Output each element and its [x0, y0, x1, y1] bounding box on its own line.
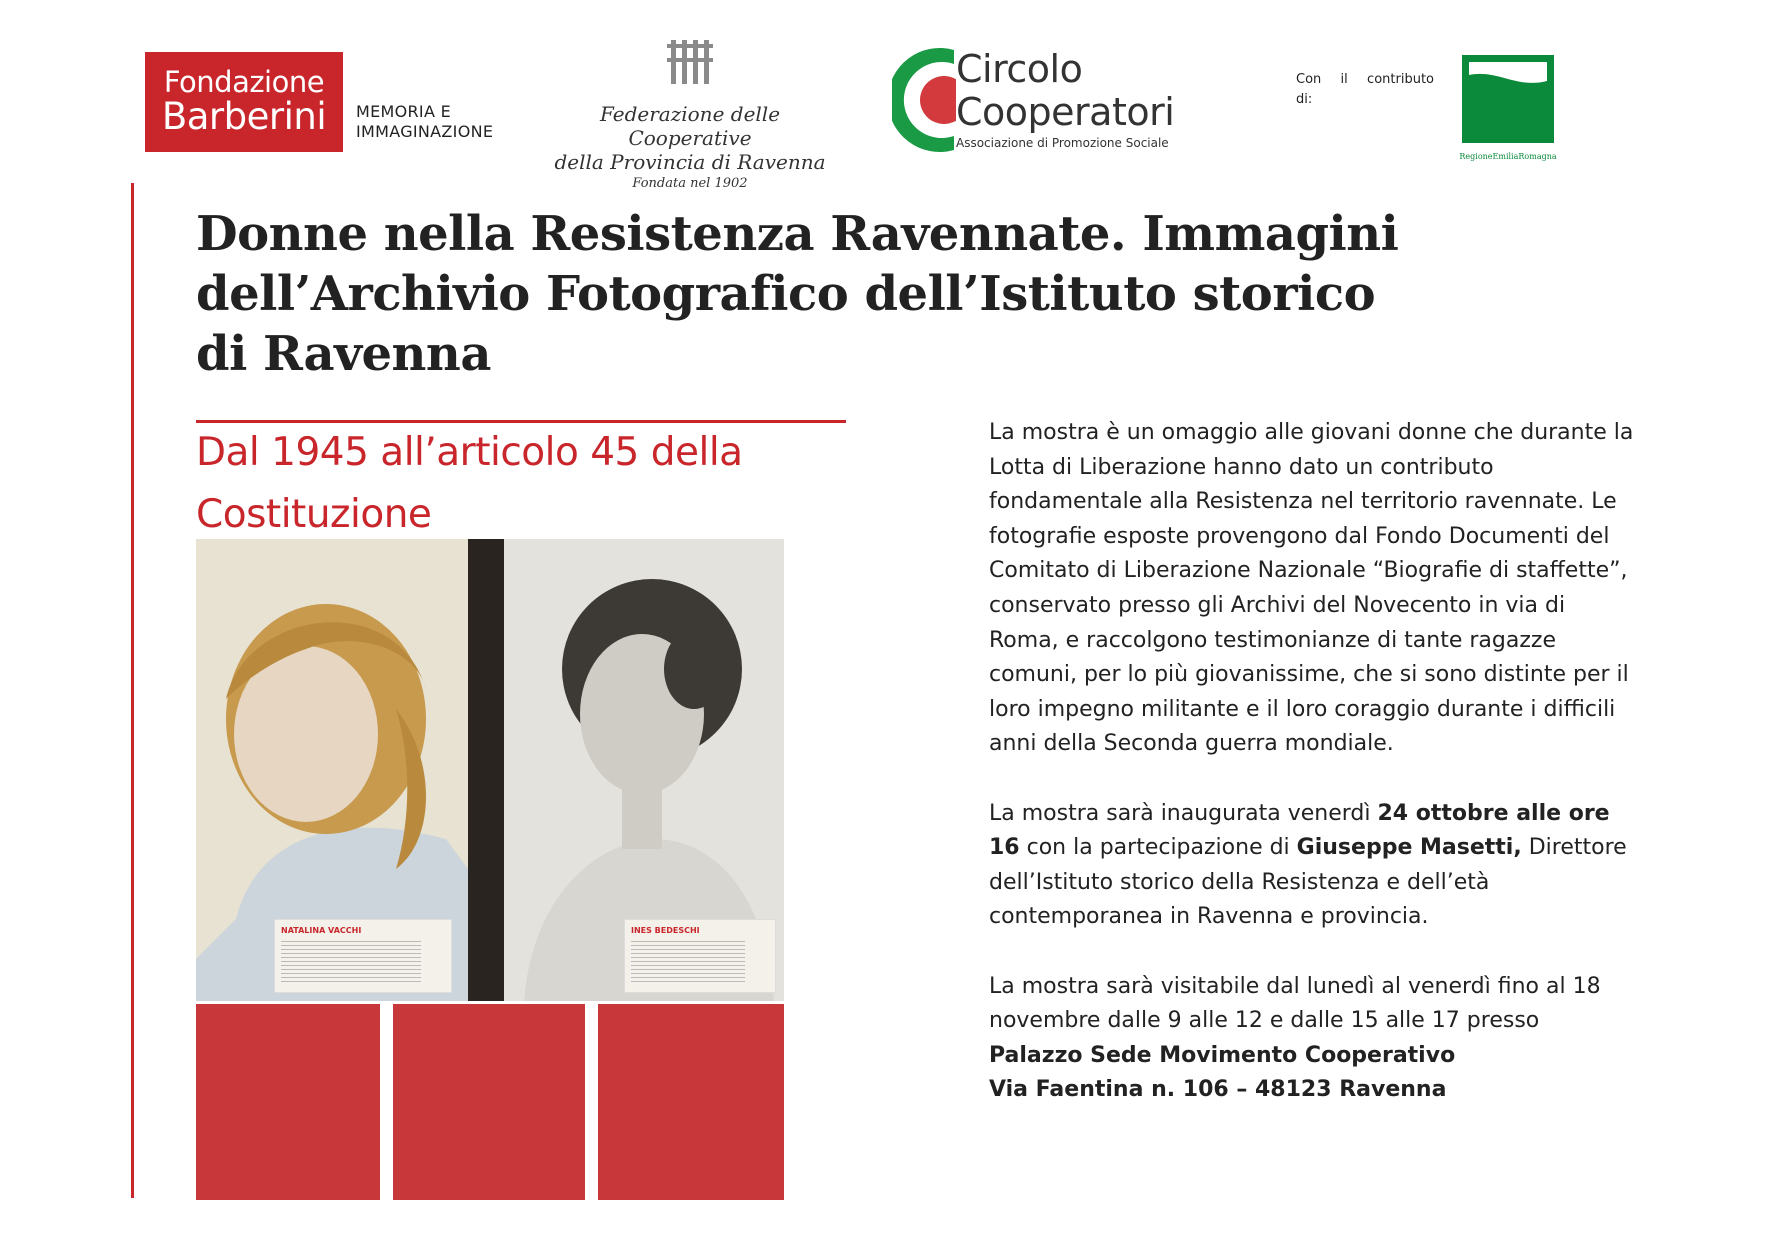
description-column [989, 416, 1639, 1108]
poster-left-name: NATALINA VACCHI [281, 926, 362, 935]
speaker-name: Giuseppe Masetti, [1296, 835, 1522, 861]
circolo-line1: Circolo [956, 47, 1083, 91]
title-line2: dell’Archivio Fotografico dell’Istituto storico [196, 266, 1376, 322]
fondazione-barberini-logo [145, 52, 343, 152]
inauguration-paragraph [989, 797, 1639, 935]
fb-logo-line1: Fondazione [163, 65, 325, 100]
contributo-label-2: di: [1296, 92, 1313, 107]
circolo-line3: Associazione di Promozione Sociale [956, 136, 1169, 150]
striped-emblem-icon [667, 40, 713, 84]
inauguration-date: 24 ottobre alle ore 16 [989, 800, 1610, 861]
poster-right [504, 539, 784, 1001]
visiting-paragraph [989, 970, 1639, 1108]
region-caption: RegioneEmiliaRomagna [1459, 152, 1557, 161]
region-flag-icon [1462, 55, 1554, 143]
subtitle-line2: Costituzione [196, 492, 432, 537]
poster-right-caption [624, 919, 776, 993]
poster-right-name: INES BEDESCHI [631, 926, 700, 935]
title-line3: di Ravenna [196, 326, 491, 382]
speaker-role: Direttore dell’Istituto storico della Resistenza e dell’età contemporanea in Ravenna e provincia. [989, 835, 1627, 930]
venue-name: Palazzo Sede Movimento Cooperativo [989, 1042, 1456, 1068]
inauguration-text-c: con la partecipazione di [1019, 835, 1297, 861]
fb-tagline-line2: IMMAGINAZIONE [356, 122, 494, 141]
fb-tagline-line1: MEMORIA E [356, 102, 451, 121]
page-title [196, 204, 1399, 384]
federazione-line2: della Provincia di Ravenna [554, 150, 826, 174]
poster-left [196, 539, 468, 1001]
title-line1: Donne nella Resistenza Ravennate. Immagini [196, 206, 1399, 262]
red-block-2 [393, 1004, 585, 1200]
red-block-3 [598, 1004, 784, 1200]
visiting-hours: La mostra sarà visitabile dal lunedì al venerdì fino al 18 novembre dalle 9 alle 12 e dalle 15 alle 17 presso [989, 973, 1601, 1034]
circolo-line2: Cooperatori [956, 90, 1175, 134]
circolo-logo-text [956, 48, 1174, 152]
description-paragraph: La mostra è un omaggio alle giovani donne che durante la Lotta di Liberazione hanno dato un contributo fondamentale alla Resistenza nel territorio ravennate. Le fotografie esposte provengono dal Fondo Documenti del Comitato di Liberazione Nazionale “Biografie di staffette”, conservato presso gli Archivi del Novecento in via di Roma, e raccolgono testimonianze di tante ragazze comuni, per lo più giovanissime, che si sono distinte per il loro impegno militante e il loro coraggio durante i difficili anni della Seconda guerra mondiale. [989, 420, 1634, 757]
fb-tagline [356, 102, 493, 142]
exhibition-photo [196, 539, 784, 1001]
fb-logo-line2: Barberini [161, 94, 327, 138]
left-red-rule [131, 183, 134, 1198]
page-subtitle [196, 422, 836, 546]
venue-address: Via Faentina n. 106 – 48123 Ravenna [989, 1077, 1447, 1103]
swoosh-mark-icon [892, 44, 956, 156]
inauguration-text-a: La mostra sarà inaugurata venerdì [989, 800, 1378, 826]
red-block-1 [196, 1004, 380, 1200]
federazione-line1: Federazione delle Cooperative [599, 102, 781, 150]
federazione-founded: Fondata nel 1902 [632, 176, 748, 191]
poster-right-text-lines [631, 938, 745, 982]
contributo-label: Con il contributo [1296, 72, 1434, 87]
poster-left-caption [274, 919, 452, 993]
subtitle-line1: Dal 1945 all’articolo 45 della [196, 430, 743, 475]
poster-left-text-lines [281, 938, 421, 982]
federazione-logo-text [540, 102, 840, 194]
